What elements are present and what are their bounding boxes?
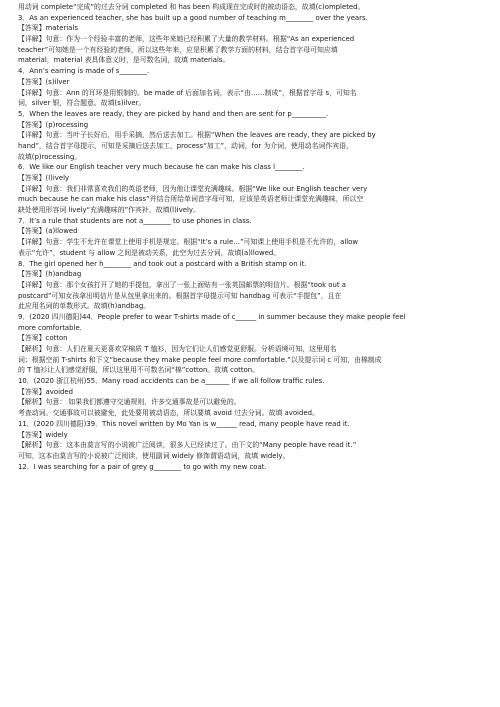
explanation-line: 此应用名词的单数形式。故填(h)andbag。 (18, 302, 151, 311)
answer-line: 【答案】materials (18, 24, 78, 33)
question-line: 8．The girl opened her h________ and took out a postcard with a British stamp on it. (18, 259, 307, 268)
answer-line: 【答案】widely (18, 430, 68, 439)
answer-line: 【答案】(s)ilver (18, 77, 70, 86)
explanation-line: postcard”可知女孩拿出明信片是从包里拿出来的。根据首字母提示可知 handbag 可表示“手提包”，且在 (18, 291, 342, 300)
explanation-line: hand”，结合首字母提示，可知是采摘后送去加工，process“加工”，动词，for 为介词，使用动名词作宾语， (18, 141, 353, 150)
explanation-line: 【详解】句意：我们非常喜欢我们的英语老师，因为他让课堂充满趣味。根据“We like our English teacher very (18, 184, 368, 193)
answer-line: 【答案】(h)andbag (18, 270, 82, 279)
question-line: 3．As an experienced teacher, she has built up a good number of teaching m________ over the years. (18, 13, 368, 22)
question-line: 12．I was searching for a pair of grey g________ to go with my new coat. (18, 462, 267, 471)
question-line: 5．When the leaves are ready, they are picked by hand and then are sent for p__________. (18, 109, 329, 118)
answer-line: 【答案】(a)llowed (18, 227, 78, 236)
question-line: 9．(2020 四川德阳)44．People prefer to wear T-shirts made of c______ in summer because they make people feel (18, 312, 406, 321)
question-line: 7．It’s a rule that students are not a________ to use phones in class. (18, 216, 252, 225)
explanation-line: 可知，这本由莫言写的小说被广泛阅读，使用副词 widely 修饰谓语动词，故填 widely。 (18, 451, 290, 460)
explanation-line: 【详解】句意：Ann 的耳环是用银制的。be made of 后面加名词，表示“由……制成”，根据首字母 s，可知名 (18, 88, 357, 97)
explanation-line: 【解析】句意：这本由莫言写的小说被广泛阅读，很多人已经读过了。由下文的“Many people have read it.” (18, 441, 357, 450)
explanation-line: 缺处使用形容词 lively“充满趣味的”作宾补，故填(l)ively。 (18, 206, 200, 215)
explanation-line: 【详解】句意：那个女孩打开了她的手提包，拿出了一张上面贴有一张英国邮票的明信片。根据“took out a (18, 280, 346, 289)
explanation-line: 的 T 恤衫让人们感觉舒服，所以这里用不可数名词“棉”cotton。故填 cotton。 (18, 366, 260, 375)
question-line: 6．We like our English teacher very much because he can make his class l________. (18, 163, 305, 172)
answer-line: 【答案】(p)rocessing (18, 120, 89, 129)
text-line: 用动词 complete“完成”的过去分词 completed 和 has been 构成现在完成时的被动语态，故填(c)ompleted。 (18, 3, 365, 11)
answer-line: 【答案】avoided (18, 387, 73, 396)
explanation-line: 词；根据空前 T-shirts 和下文“because they make people feel more comfortable.”以及提示词 c 可知，由棉制成 (18, 355, 382, 364)
explanation-line: 表示“允许”，student 与 allow 之间是被动关系，此空为过去分词，故填(a)llowed。 (18, 248, 281, 257)
explanation-line: 故填(p)rocessing。 (18, 152, 82, 161)
explanation-line: 【详解】句意：作为一个经验丰富的老师，这些年来她已经积累了大量的教学材料。根据“As an experienced (18, 35, 355, 44)
explanation-line: teacher”可知她是一个有经验的老师，所以这些年来，应是积累了教学方面的材料，结合首字母可知应填 (18, 45, 338, 54)
question-line: 11．(2020 四川德阳)39．This novel written by Mo Yan is w______ read, many people have read it. (18, 419, 350, 428)
explanation-line: much because he can make his class”并结合所给单词首字母可知，应该是英语老师让课堂充满趣味，所以空 (18, 195, 364, 204)
explanation-line: 考查动词。交通事故可以被避免，此处要用被动语态，所以要填 avoid 过去分词。故填 avoided。 (18, 409, 319, 418)
explanation-line: 【详解】句意：当叶子长好后，用手采摘，然后送去加工。根据“When the leaves are ready, they are picked by (18, 131, 376, 140)
explanation-line: 词，silver 银，符合题意。故填(s)ilver。 (18, 99, 146, 108)
answer-line: 【答案】(l)ively (18, 174, 70, 182)
question-line: 10．(2020 浙江杭州)55．Many road accidents can be a_______ if we all follow traffic rules. (18, 377, 325, 386)
explanation-line: 【解析】句意： 如果我们都遵守交通规则，许多交通事故是可以避免的。 (18, 398, 241, 407)
question-line: 4．Ann’s earring is made of s________. (18, 67, 150, 76)
answer-line: 【答案】cotton (18, 334, 68, 343)
question-line: more comfortable. (18, 323, 82, 332)
explanation-line: material，material 表具体意义时，是可数名词，故填 materials。 (18, 56, 230, 65)
explanation-line: 【详解】句意：学生不允许在课堂上使用手机是规定。根据“It’s a rule…”可知课上使用手机是不允许的，allow (18, 238, 359, 247)
explanation-line: 【解析】句意：人们在夏天更喜欢穿棉质 T 恤衫，因为它们让人们感觉更舒服。分析语境可知，这里用名 (18, 345, 337, 353)
